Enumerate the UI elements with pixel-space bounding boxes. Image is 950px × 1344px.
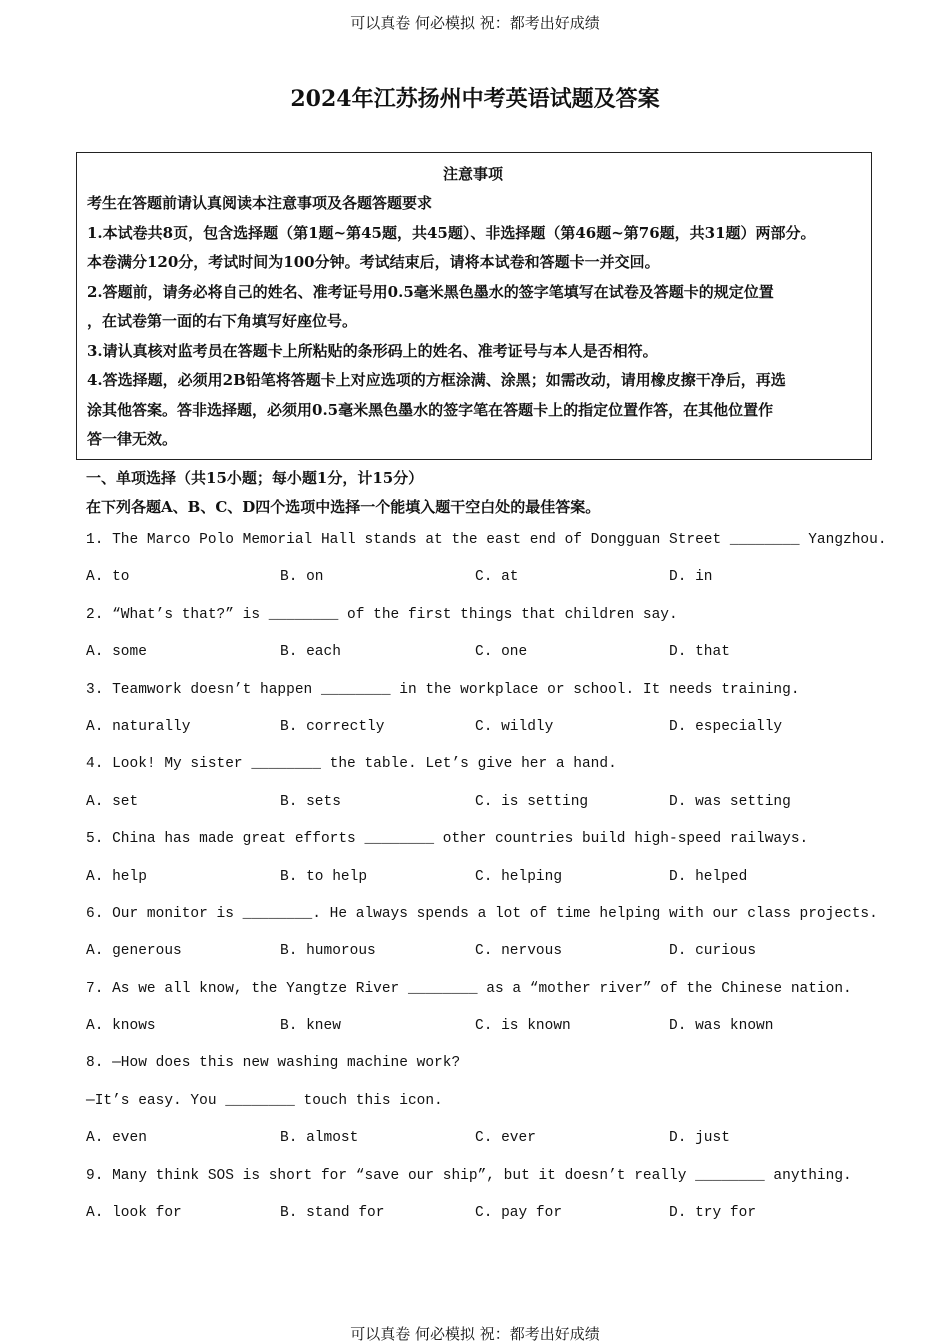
page-header-note: 可以真卷 何必模拟 祝：都考出好成绩 xyxy=(350,14,600,32)
option-d: D. helped xyxy=(669,868,748,885)
option-b: B. each xyxy=(280,644,341,661)
option-a: A. to xyxy=(86,569,130,586)
page-footer-note: 可以真卷 何必模拟 祝：都考出好成绩 xyxy=(350,1325,600,1343)
question-stem: 3. Teamwork doesn’t happen ________ in the workplace or school. It needs training. xyxy=(86,681,800,698)
option-a: A. even xyxy=(86,1130,147,1147)
notice-line: 3.请认真核对监考员在答题卡上所粘贴的条形码上的姓名、准考证号与本人是否相符。 xyxy=(87,341,658,360)
notice-box xyxy=(76,152,872,460)
notice-line: 本卷满分120分，考试时间为100分钟。考试结束后，请将本试卷和答题卡一并交回。 xyxy=(87,253,660,271)
question-list xyxy=(86,522,887,1232)
option-c: C. is known xyxy=(475,1018,571,1035)
question-stem: 8. —How does this new washing machine work? xyxy=(86,1055,461,1072)
option-b: B. correctly xyxy=(280,718,385,735)
option-b: B. on xyxy=(280,569,324,586)
option-a: A. generous xyxy=(86,943,182,960)
option-d: D. especially xyxy=(669,718,783,735)
notice-line: ，在试卷第一面的右下角填写好座位号。 xyxy=(87,312,358,330)
question-stem: 5. China has made great efforts ________ other countries build high-speed railways. xyxy=(86,831,809,848)
option-c: C. one xyxy=(475,644,528,661)
notice-line: 答一律无效。 xyxy=(87,430,178,448)
question-stem: —It’s easy. You ________ touch this icon. xyxy=(86,1092,443,1109)
question-stem: 6. Our monitor is ________. He always spends a lot of time helping with our class projects. xyxy=(86,905,878,922)
option-a: A. set xyxy=(86,793,139,810)
question-stem: 7. As we all know, the Yangtze River ________ as a “mother river” of the Chinese nation. xyxy=(86,980,852,997)
notice-line: 涂其他答案。答非选择题，必须用0.5毫米黑色墨水的签字笔在答题卡上的指定位置作答，在其他位置作 xyxy=(87,400,774,419)
notice-line: 1.本试卷共8页，包含选择题（第1题~第45题，共45题）、非选择题（第46题~第76题，共31题）两部分。 xyxy=(87,223,816,242)
option-d: D. try for xyxy=(669,1205,757,1222)
notice-title: 注意事项 xyxy=(442,165,503,183)
answer-options xyxy=(86,859,876,896)
option-d: D. was known xyxy=(669,1018,774,1035)
option-b: B. humorous xyxy=(280,943,376,960)
answer-options xyxy=(86,1120,876,1157)
option-b: B. almost xyxy=(280,1130,359,1147)
option-b: B. to help xyxy=(280,868,368,885)
question-stem: 4. Look! My sister ________ the table. Let’s give her a hand. xyxy=(86,756,617,773)
option-d: D. that xyxy=(669,644,730,661)
option-c: C. ever xyxy=(475,1130,536,1147)
option-c: C. pay for xyxy=(475,1205,563,1222)
option-a: A. naturally xyxy=(86,718,191,735)
section-instruction: 在下列各题A、B、C、D四个选项中选择一个能填入题干空白处的最佳答案。 xyxy=(86,498,601,516)
option-c: C. at xyxy=(475,569,519,586)
option-b: B. knew xyxy=(280,1018,341,1035)
answer-options xyxy=(86,1195,876,1232)
answer-options xyxy=(86,559,876,596)
notice-line: 考生在答题前请认真阅读本注意事项及各题答题要求 xyxy=(87,194,433,212)
section-title: 一、单项选择（共15小题；每小题1分，计15分） xyxy=(86,469,424,487)
question-stem: 9. Many think SOS is short for “save our ship”, but it doesn’t really ________ anything. xyxy=(86,1167,852,1184)
option-d: D. was setting xyxy=(669,793,791,810)
option-d: D. curious xyxy=(669,943,757,960)
option-d: D. in xyxy=(669,569,713,586)
option-a: A. some xyxy=(86,644,147,661)
answer-options xyxy=(86,709,876,746)
notice-line: 2.答题前，请务必将自己的姓名、准考证号用0.5毫米黑色墨水的签字笔填写在试卷及答题卡的规定位置 xyxy=(87,282,774,301)
answer-options xyxy=(86,933,876,970)
option-a: A. help xyxy=(86,868,147,885)
option-b: B. sets xyxy=(280,793,341,810)
option-c: C. nervous xyxy=(475,943,563,960)
option-c: C. wildly xyxy=(475,718,554,735)
option-a: A. look for xyxy=(86,1205,182,1222)
notice-line: 4.答选择题，必须用2B铅笔将答题卡上对应选项的方框涂满、涂黑；如需改动，请用橡皮擦干净后，再选 xyxy=(87,371,786,389)
answer-options xyxy=(86,634,876,671)
option-c: C. is setting xyxy=(475,793,589,810)
answer-options xyxy=(86,784,876,821)
option-b: B. stand for xyxy=(280,1205,385,1222)
answer-options xyxy=(86,1008,876,1045)
option-c: C. helping xyxy=(475,868,563,885)
question-stem: 1. The Marco Polo Memorial Hall stands at the east end of Dongguan Street ________ Yangzhou. xyxy=(86,532,887,548)
option-d: D. just xyxy=(669,1130,730,1147)
option-a: A. knows xyxy=(86,1018,156,1035)
document-title: 2024年江苏扬州中考英语试题及答案 xyxy=(290,86,660,112)
question-stem: 2. “What’s that?” is ________ of the first things that children say. xyxy=(86,606,678,623)
